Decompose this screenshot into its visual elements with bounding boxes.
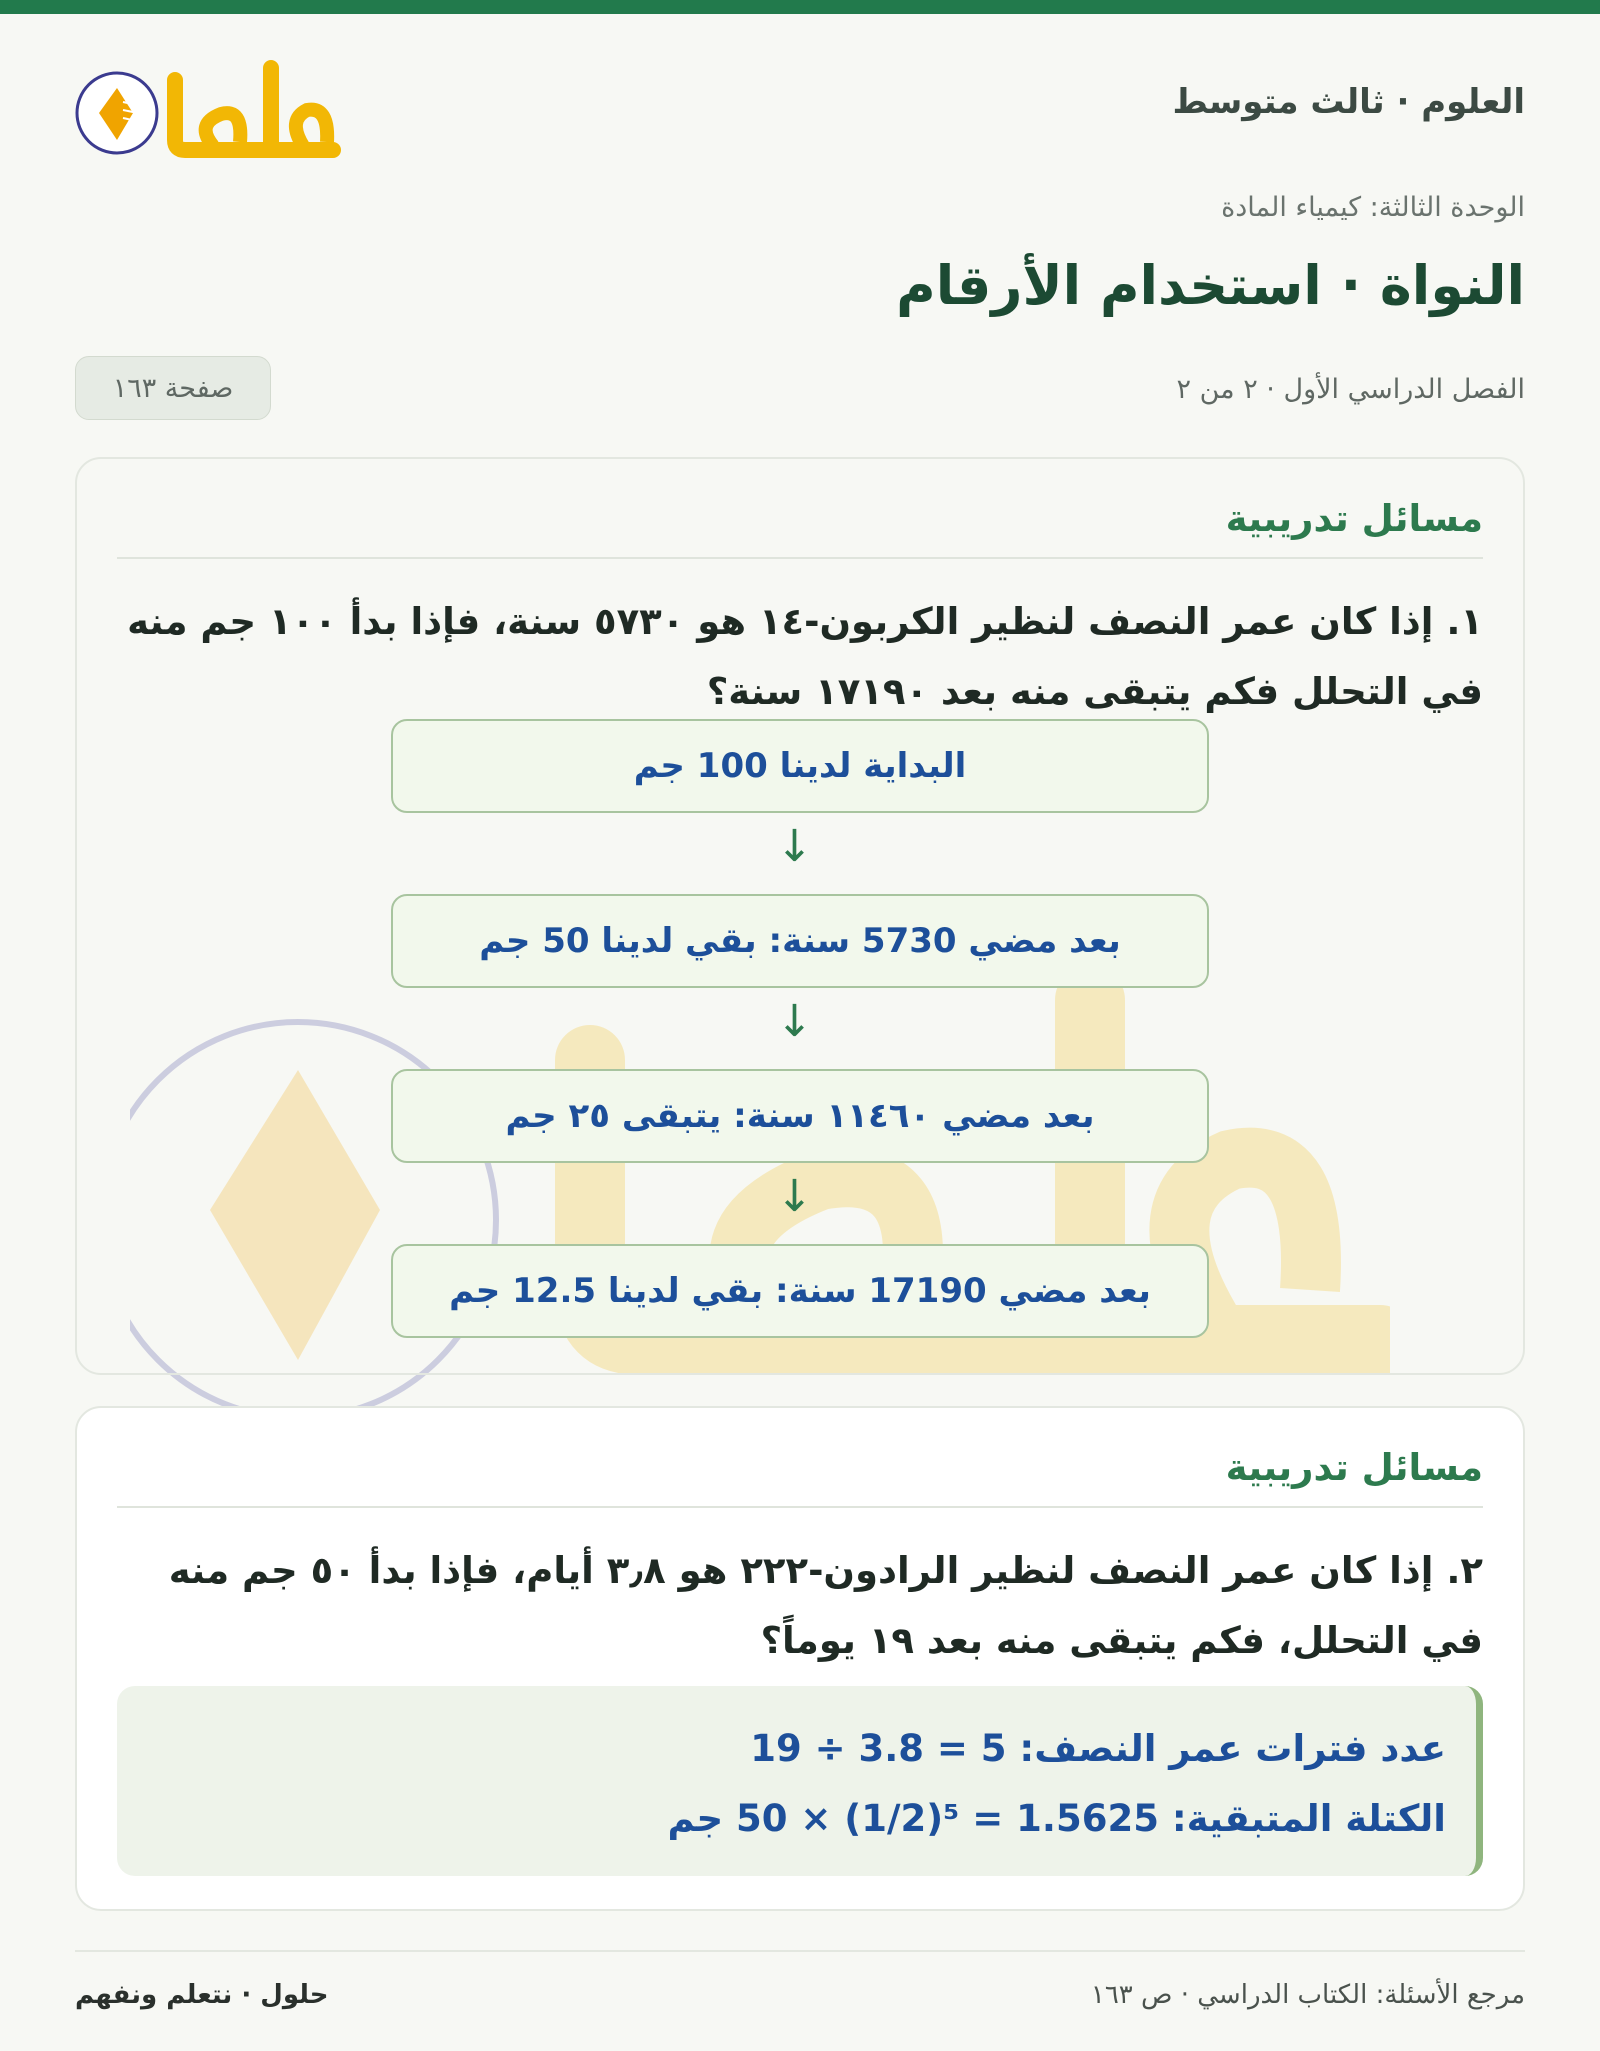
card-heading: مسائل تدريبية xyxy=(1225,1446,1483,1489)
subject-label: العلوم · ثالث متوسط xyxy=(1172,82,1525,122)
down-arrow-icon: ↓ xyxy=(776,1171,813,1222)
question-text: ١. إذا كان عمر النصف لنظير الكربون-١٤ هو ٥٧٣٠ سنة، فإذا بدأ ١٠٠ جم منه في التحلل فكم يتبقى منه بعد ١٧١٩٠ سنة؟ xyxy=(127,600,1483,713)
brand-logo[interactable] xyxy=(75,50,355,170)
down-arrow-icon: ↓ xyxy=(776,996,813,1047)
down-arrow-icon: ↓ xyxy=(776,821,813,872)
card-divider xyxy=(117,1506,1483,1508)
term-label: الفصل الدراسي الأول · ٢ من ٢ xyxy=(1176,374,1525,405)
answer-box xyxy=(117,1686,1483,1876)
solution-step-3: بعد مضي ١١٤٦٠ سنة: يتبقى ٢٥ جم xyxy=(391,1069,1209,1163)
page-title: النواة · استخدام الأرقام xyxy=(896,254,1525,317)
footer-reference: مرجع الأسئلة: الكتاب الدراسي · ص ١٦٣ xyxy=(1090,1980,1525,2010)
question-text: ٢. إذا كان عمر النصف لنظير الرادون-٢٢٢ هو ٣٫٨ أيام، فإذا بدأ ٥٠ جم منه في التحلل، فكم يتبقى منه بعد ١٩ يوماً؟ xyxy=(168,1549,1483,1662)
card-heading: مسائل تدريبية xyxy=(1225,497,1483,540)
footer-brand: حلول · نتعلم ونفهم xyxy=(75,1980,329,2010)
practice-card-2 xyxy=(75,1406,1525,1911)
card-divider xyxy=(117,557,1483,559)
solution-step-2: بعد مضي 5730 سنة: بقي لدينا 50 جم xyxy=(391,894,1209,988)
footer-divider xyxy=(75,1950,1525,1952)
page-header xyxy=(75,50,1525,170)
book-logo-icon xyxy=(75,50,355,170)
practice-card-1 xyxy=(75,457,1525,1375)
page-number-badge: صفحة ١٦٣ xyxy=(75,356,271,420)
top-accent-bar xyxy=(0,0,1600,14)
solution-step-1: البداية لدينا 100 جم xyxy=(391,719,1209,813)
answer-line-2: الكتلة المتبقية: 1.5625 = ⁵(1/2) × 50 جم xyxy=(667,1797,1446,1840)
solution-step-4: بعد مضي 17190 سنة: بقي لدينا 12.5 جم xyxy=(391,1244,1209,1338)
unit-label: الوحدة الثالثة: كيمياء المادة xyxy=(1221,192,1525,223)
answer-line-1: عدد فترات عمر النصف: 5 = 3.8 ÷ 19 xyxy=(750,1727,1446,1770)
